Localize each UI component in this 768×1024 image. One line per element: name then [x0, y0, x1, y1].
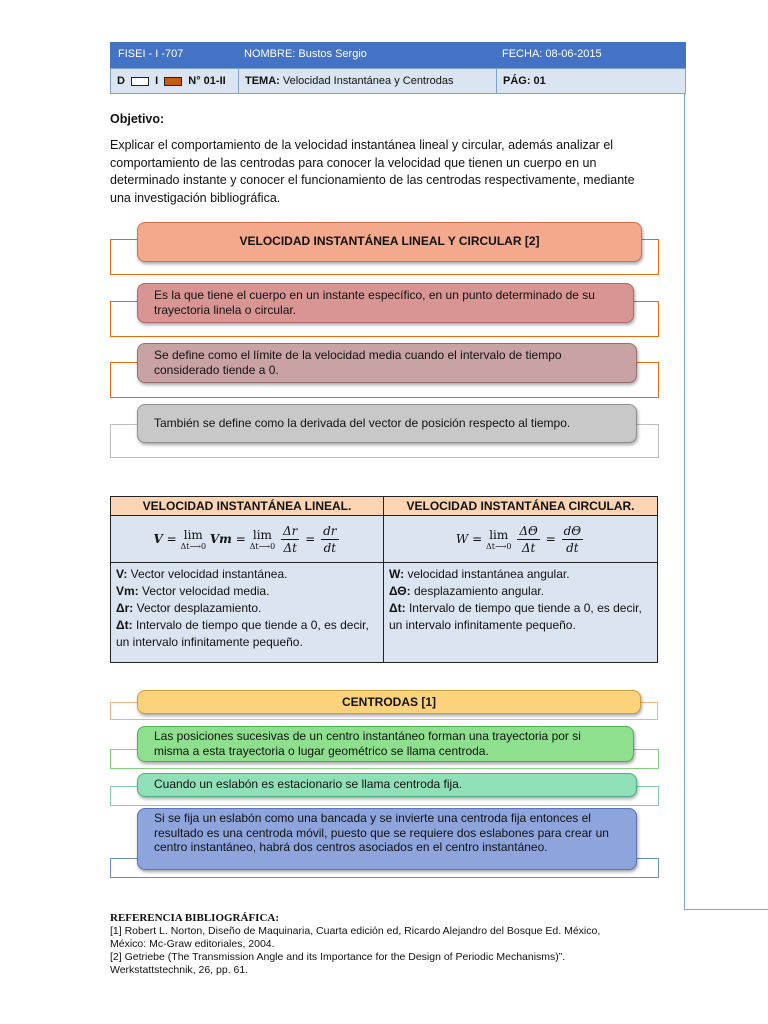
velocity-step3: También se define como la derivada del vector de posición respecto al tiempo. [154, 416, 571, 430]
formula-equals: = [305, 531, 316, 546]
definition-symbol: V: [116, 567, 128, 581]
velocity-step3-box [137, 404, 637, 443]
course-code: FISEI - I -707 [118, 48, 184, 60]
velocity-title: VELOCIDAD INSTANTÁNEA LINEAL Y CIRCULAR [2] [239, 234, 540, 248]
definition-line [116, 617, 378, 651]
circular-definitions [384, 563, 658, 663]
reference-1: [1] Robert L. Norton, Diseño de Maquinaria, Cuarta edición ed, Ricardo Alejandro del Bosque Ed. México, México: Mc-Graw editoriales, 2004. [110, 925, 601, 950]
limit-subscript: Δt⟶0 [180, 541, 207, 551]
doc-number: N° 01-II [188, 75, 226, 87]
definition-line [389, 566, 652, 583]
fraction-denominator: Δt [283, 540, 297, 555]
fraction-numerator: dr [323, 523, 337, 538]
fraction-delta [517, 523, 540, 556]
velocity-table [110, 496, 658, 663]
page-border-right [684, 94, 685, 910]
definition-symbol: Vm: [116, 584, 139, 598]
limit-word: lim [252, 527, 272, 542]
definition-text: Vector velocidad instantánea. [127, 567, 288, 581]
reference-2: [2] Getriebe (The Transmission Angle and its Importance for the Design of Periodic Mechanisms)”. Werkstattstechnik, 26, pp. 61. [110, 951, 566, 976]
page-border-bottom [684, 909, 768, 910]
fraction-numerator: dΘ [563, 523, 582, 538]
student-name: NOMBRE: Bustos Sergio [244, 48, 367, 60]
objective-text: Explicar el comportamiento de la velocidad instantánea lineal y circular, además analizar el comportamiento de las centrodas para conocer la velocidad que tienen un cuerpo en un determinado instante y conocer el funcionamiento de las centrodas respectivamente, mediante una investigación bibliográfica. [110, 138, 635, 206]
formula-v-symbol: V [153, 531, 163, 546]
formula-w-symbol: W [455, 531, 469, 546]
formula-equals: = [545, 531, 556, 546]
centrodes-title-box [137, 690, 641, 714]
formula-limit [250, 528, 276, 551]
d-label: D [117, 75, 125, 87]
limit-subscript: Δt⟶0 [249, 541, 276, 551]
date: FECHA: 08-06-2015 [502, 48, 602, 60]
fraction-delta [281, 523, 299, 556]
definition-text: Intervalo de tiempo que tiende a 0, es decir, un intervalo infinitamente pequeño. [389, 601, 642, 632]
centrodes-step3: Si se fija un eslabón como una bancada y se invierte una centroda fija entonces el resultado es una centroda móvil, puesto que se requiere dos eslabones para crear un centro instantáneo, habrá dos centros asociados en el centro instantáneo. [154, 811, 609, 854]
header-top-bar [110, 42, 686, 68]
fraction-denominator: dt [566, 540, 579, 555]
i-checkbox [164, 77, 182, 86]
fraction-derivative [562, 523, 584, 556]
circular-formula [384, 516, 658, 563]
objective-title: Objetivo: [110, 112, 165, 126]
table-header-linear: VELOCIDAD INSTANTÁNEA LINEAL. [111, 497, 384, 516]
centrodes-step1-box [137, 726, 634, 762]
velocity-step2-box [137, 343, 637, 383]
tema-label: TEMA: [245, 75, 280, 87]
table-header-circular: VELOCIDAD INSTANTÁNEA CIRCULAR. [384, 497, 658, 516]
definition-symbol: Δt: [116, 618, 133, 632]
definition-line [116, 566, 378, 583]
formula-vm-symbol: Vm [209, 531, 232, 546]
limit-word: lim [489, 527, 509, 542]
definition-text: desplazamiento angular. [410, 584, 545, 598]
velocity-step1: Es la que tiene el cuerpo en un instante específico, en un punto determinado de su trayectoria linela o circular. [154, 288, 595, 317]
centrodes-title: CENTRODAS [1] [341, 695, 436, 709]
formula-limit [486, 528, 512, 551]
formula-equals: = [235, 531, 246, 546]
definition-symbol: Δr: [116, 601, 134, 615]
doc-type-cell [111, 69, 239, 93]
tema-cell [239, 69, 497, 93]
linear-formula [111, 516, 384, 563]
tema-value: Velocidad Instantánea y Centrodas [282, 75, 454, 87]
definition-text: velocidad instantánea angular. [404, 567, 570, 581]
fraction-denominator: Δt [521, 540, 536, 555]
definition-line [116, 583, 378, 600]
definition-text: Intervalo de tiempo que tiende a 0, es decir, un intervalo infinitamente pequeño. [116, 618, 369, 649]
formula-equals: = [166, 531, 177, 546]
limit-subscript: Δt⟶0 [485, 541, 512, 551]
velocity-step2: Se define como el límite de la velocidad media cuando el intervalo de tiempo considerado tiende a 0. [154, 348, 562, 377]
fraction-numerator: ΔΘ [519, 523, 538, 538]
definition-symbol: ΔΘ: [389, 584, 411, 598]
definition-line [389, 600, 652, 634]
formula-limit [180, 528, 206, 551]
header-bottom-bar [110, 68, 686, 94]
definition-line [116, 600, 378, 617]
fraction-numerator: Δr [283, 523, 298, 538]
definition-text: Vector desplazamiento. [133, 601, 262, 615]
centrodes-step1: Las posiciones sucesivas de un centro instantáneo forman una trayectoria por si misma a esta trayectoria o lugar geométrico se llama centroda. [154, 729, 581, 758]
limit-word: lim [183, 527, 203, 542]
centrodes-step2: Cuando un eslabón es estacionario se llama centroda fija. [154, 777, 463, 791]
references [110, 912, 630, 977]
fraction-denominator: dt [323, 540, 337, 555]
velocity-step1-box [137, 283, 634, 323]
centrodes-step3-box [137, 808, 637, 870]
velocity-title-box [137, 222, 642, 262]
definition-line [389, 583, 652, 600]
definition-symbol: W: [389, 567, 405, 581]
definition-symbol: Δt: [389, 601, 406, 615]
centrodes-step2-box [137, 773, 637, 797]
definition-text: Vector velocidad media. [138, 584, 270, 598]
formula-equals: = [472, 531, 483, 546]
references-title: REFERENCIA BIBLIOGRÁFICA: [110, 912, 279, 924]
d-checkbox [131, 77, 149, 86]
i-label: I [155, 75, 159, 87]
fraction-derivative [321, 523, 338, 556]
page-number: PÁG: 01 [503, 75, 546, 87]
linear-definitions [111, 563, 384, 663]
